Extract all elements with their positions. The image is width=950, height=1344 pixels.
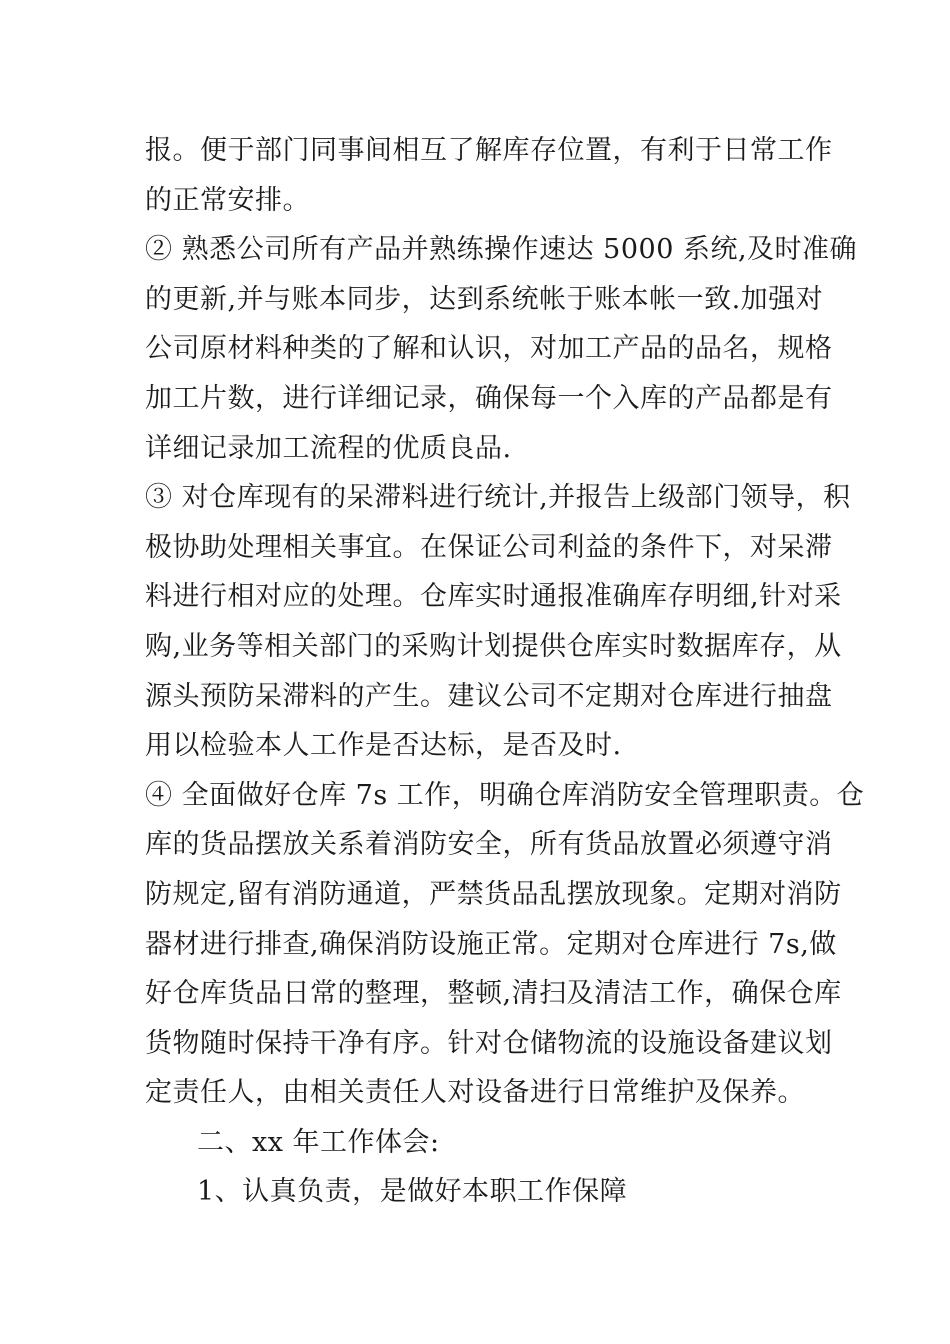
- text-line: 加工片数，进行详细记录，确保每一个入库的产品都是有: [145, 382, 833, 414]
- text-line: 货物随时保持干净有序。针对仓储物流的设施设备建议划: [145, 1027, 833, 1059]
- text-line: 购,业务等相关部门的采购计划提供仓库实时数据库存，从: [145, 630, 842, 662]
- text-line: 极协助处理相关事宜。在保证公司利益的条件下，对呆滞: [145, 531, 833, 563]
- section-heading: 二、xx 年工作体会:: [197, 1126, 440, 1158]
- text-line: 详细记录加工流程的优质良品.: [145, 432, 512, 464]
- text-line: ④ 全面做好仓库 7s 工作，明确仓库消防安全管理职责。仓: [145, 779, 865, 811]
- text-line: 公司原材料种类的了解和认识，对加工产品的品名，规格: [145, 333, 833, 365]
- text-line: 器材进行排查,确保消防设施正常。定期对仓库进行 7s,做: [145, 928, 837, 960]
- text-line: 库的货品摆放关系着消防安全，所有货品放置必须遵守消: [145, 829, 833, 861]
- text-line: ② 熟悉公司所有产品并熟练操作速达 5000 系统,及时准确: [145, 234, 858, 266]
- text-line: 的正常安排。: [145, 184, 310, 216]
- text-line: 好仓库货品日常的整理，整顿,清扫及清洁工作，确保仓库: [145, 978, 842, 1010]
- document-body: [145, 126, 865, 1217]
- text-line: 料进行相对应的处理。仓库实时通报准确库存明细,针对采: [145, 581, 842, 613]
- text-line: 源头预防呆滞料的产生。建议公司不定期对仓库进行抽盘: [145, 680, 833, 712]
- text-line: 的更新,并与账本同步，达到系统帐于账本帐一致.加强对: [145, 283, 824, 315]
- text-line: ③ 对仓库现有的呆滞料进行统计,并报告上级部门领导，积: [145, 482, 851, 514]
- text-line: 防规定,留有消防通道，严禁货品乱摆放现象。定期对消防: [145, 878, 842, 910]
- text-line: 用以检验本人工作是否达标，是否及时.: [145, 730, 622, 762]
- text-line: 定责任人，由相关责任人对设备进行日常维护及保养。: [145, 1077, 805, 1109]
- text-line: 报。便于部门同事间相互了解库存位置，有利于日常工作: [145, 135, 833, 166]
- subsection-heading: 1、认真负责，是做好本职工作保障: [197, 1176, 628, 1208]
